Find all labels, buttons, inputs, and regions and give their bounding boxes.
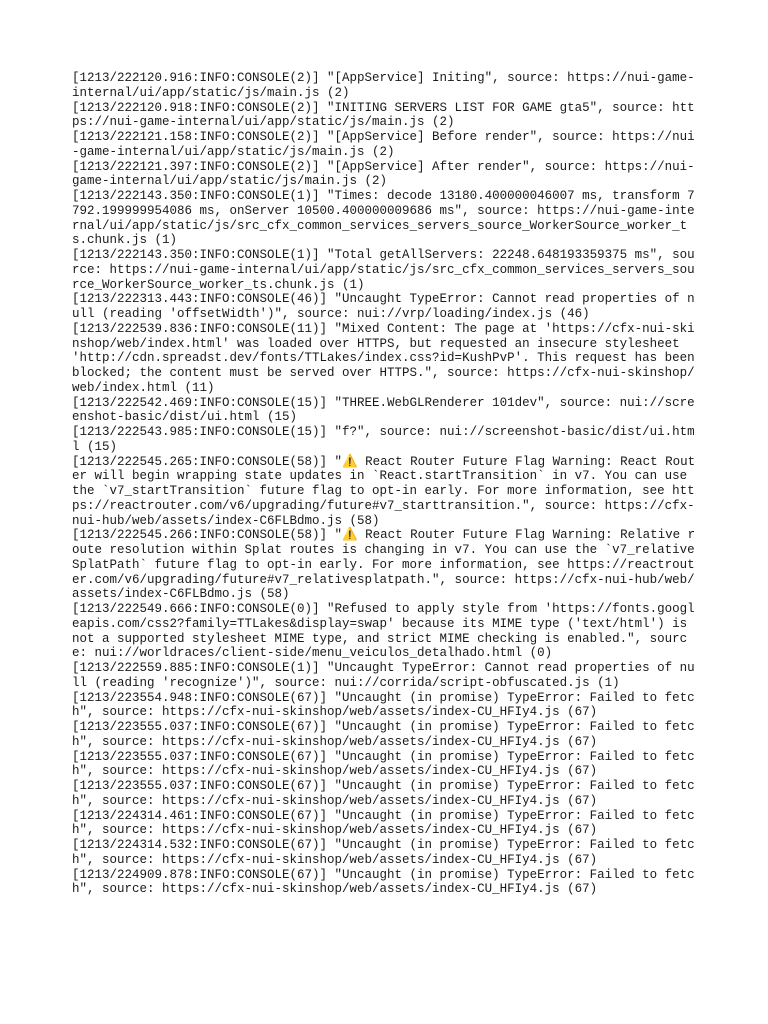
log-entry: [1213/222121.397:INFO:CONSOLE(2)] "[AppService] After render", source: https://nui-game-internal/ui/app/static/js/main.js (2) [72, 159, 695, 189]
log-entry: [1213/222143.350:INFO:CONSOLE(1)] "Total getAllServers: 22248.648193359375 ms", source: https://nui-game-internal/ui/app/static/js/src_cfx_common_services_servers_source_WorkerSource_worker_ts.chunk.js (1) [72, 248, 695, 292]
log-entry: [1213/222545.265:INFO:CONSOLE(58)] "⚠️ React Router Future Flag Warning: React Router will begin wrapping state updates in `React.startTransition` in v7. You can use the `v7_startTransition` future flag to opt-in early. For more information, see https://reactrouter.com/v6/upgrading/future#v7_starttransition.", source: https://cfx-nui-hub/web/assets/index-C6FLBdmo.js (58) [72, 454, 696, 528]
log-entry: [1213/222143.350:INFO:CONSOLE(1)] "Times: decode 13180.400000046007 ms, transform 7792.199999954086 ms, onServer 10500.400000009686 ms", source: https://nui-game-internal/ui/app/static/js/src_cfx_common_services_servers_source_WorkerSource_worker_ts.chunk.js (1) [72, 189, 695, 248]
log-entry: [1213/223555.037:INFO:CONSOLE(67)] "Uncaught (in promise) TypeError: Failed to fetch", source: https://cfx-nui-skinshop/web/assets/index-CU_HFIy4.js (67) [72, 749, 695, 779]
log-entry: [1213/222549.666:INFO:CONSOLE(0)] "Refused to apply style from 'https://fonts.googleapis.com/css2?family=TTLakes&display=swap' because its MIME type ('text/html') is not a supported stylesheet MIME type, and strict MIME checking is enabled.", source: nui://worldraces/client-side/menu_veiculos_detalhado.html (0) [72, 602, 695, 661]
log-entry: [1213/224314.532:INFO:CONSOLE(67)] "Uncaught (in promise) TypeError: Failed to fetch", source: https://cfx-nui-skinshop/web/assets/index-CU_HFIy4.js (67) [72, 838, 695, 867]
log-entry: [1213/223555.037:INFO:CONSOLE(67)] "Uncaught (in promise) TypeError: Failed to fetch", source: https://cfx-nui-skinshop/web/assets/index-CU_HFIy4.js (67) [72, 779, 695, 808]
log-entry: [1213/222313.443:INFO:CONSOLE(46)] "Uncaught TypeError: Cannot read properties of null (reading 'offsetWidth')", source: nui://vrp/loading/index.js (46) [72, 292, 695, 321]
log-entry: [1213/222120.918:INFO:CONSOLE(2)] "INITING SERVERS LIST FOR GAME gta5", source: https://nui-game-internal/ui/app/static/js/main.js (2) [72, 100, 695, 130]
log-entry: [1213/223555.037:INFO:CONSOLE(67)] "Uncaught (in promise) TypeError: Failed to fetch", source: https://cfx-nui-skinshop/web/assets/index-CU_HFIy4.js (67) [72, 720, 695, 749]
log-entry: [1213/224314.461:INFO:CONSOLE(67)] "Uncaught (in promise) TypeError: Failed to fetch", source: https://cfx-nui-skinshop/web/assets/index-CU_HFIy4.js (67) [72, 808, 695, 838]
log-entry: [1213/224909.878:INFO:CONSOLE(67)] "Uncaught (in promise) TypeError: Failed to fetch", source: https://cfx-nui-skinshop/web/assets/index-CU_HFIy4.js (67) [72, 867, 695, 897]
log-entry: [1213/222542.469:INFO:CONSOLE(15)] "THREE.WebGLRenderer 101dev", source: nui://screenshot-basic/dist/ui.html (15) [72, 395, 695, 425]
log-entry: [1213/222539.836:INFO:CONSOLE(11)] "Mixed Content: The page at 'https://cfx-nui-skinshop/web/index.html' was loaded over HTTPS, but requested an insecure stylesheet 'http://cdn.spreadst.dev/fonts/TTLakes/index.css?id=KushPvP'. This request has been blocked; the content must be served over HTTPS.", source: https://cfx-nui-skinshop/web/index.html (11) [72, 321, 703, 395]
log-entry: [1213/222543.985:INFO:CONSOLE(15)] "f?", source: nui://screenshot-basic/dist/ui.html (15) [72, 425, 695, 454]
console-log-document [72, 71, 703, 897]
log-entry: [1213/222120.916:INFO:CONSOLE(2)] "[AppService] Initing", source: https://nui-game-internal/ui/app/static/js/main.js (2) [72, 71, 695, 100]
log-entry: [1213/222545.266:INFO:CONSOLE(58)] "⚠️ React Router Future Flag Warning: Relative route resolution within Splat routes is changing in v7. You can use the `v7_relativeSplatPath` future flag to opt-in early. For more information, see https://reactrouter.com/v6/upgrading/future#v7_relativesplatpath.", source: https://cfx-nui-hub/web/assets/index-C6FLBdmo.js (58) [72, 528, 696, 602]
log-entry: [1213/222121.158:INFO:CONSOLE(2)] "[AppService] Before render", source: https://nui-game-internal/ui/app/static/js/main.js (2) [72, 130, 695, 159]
log-entry: [1213/222559.885:INFO:CONSOLE(1)] "Uncaught TypeError: Cannot read properties of null (reading 'recognize')", source: nui://corrida/script-obfuscated.js (1) [72, 661, 695, 690]
log-entry: [1213/223554.948:INFO:CONSOLE(67)] "Uncaught (in promise) TypeError: Failed to fetch", source: https://cfx-nui-skinshop/web/assets/index-CU_HFIy4.js (67) [72, 690, 695, 720]
